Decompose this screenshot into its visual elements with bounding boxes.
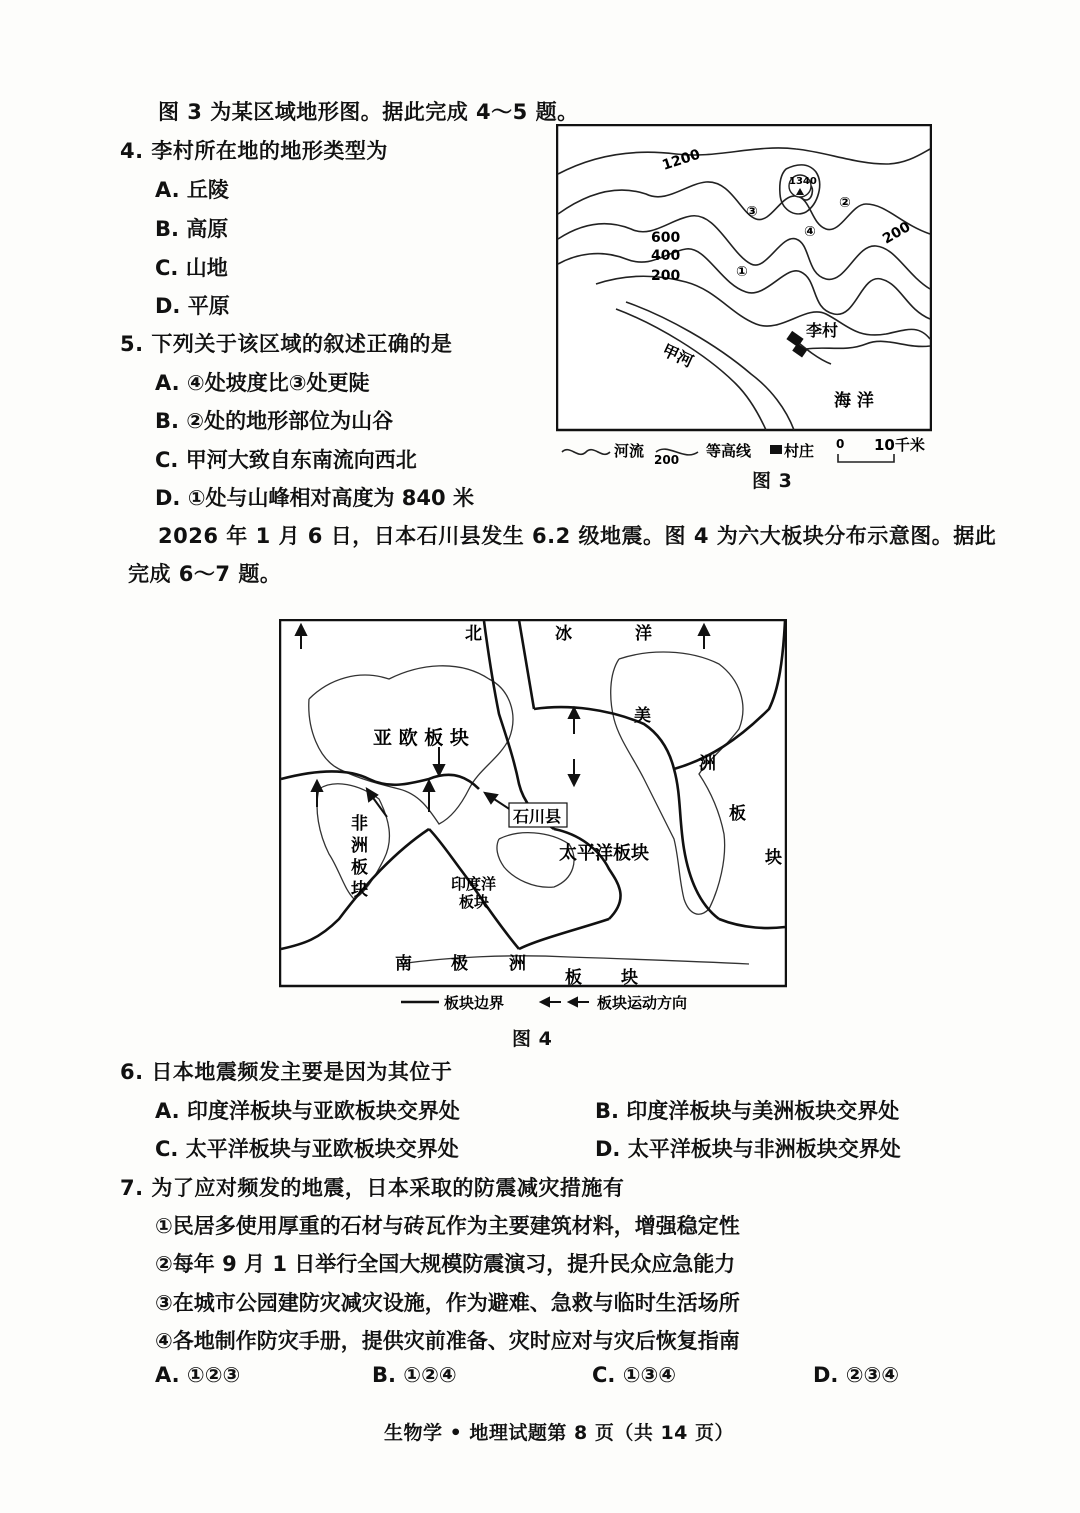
q4-option-c[interactable]: C. 山地 <box>155 256 228 280</box>
plate-label-antarctic-5: 块 <box>621 968 638 988</box>
scale-bar <box>838 454 894 462</box>
figure-4-plate-map <box>279 619 787 1019</box>
ocean-ice-label: 冰 <box>555 624 572 644</box>
q5-option-c[interactable]: C. 甲河大致自东南流向西北 <box>155 448 417 472</box>
q4-option-b[interactable]: B. 高原 <box>155 217 229 241</box>
q6-option-d[interactable]: D. 太平洋板块与非洲板块交界处 <box>595 1137 901 1161</box>
q7-option-b[interactable]: B. ①②④ <box>372 1363 457 1387</box>
q5-option-b[interactable]: B. ②处的地形部位为山谷 <box>155 409 394 433</box>
river-label: 甲河 <box>659 340 697 372</box>
q7-stem: 7. 为了应对频发的地震，日本采取的防震减灾措施有 <box>120 1176 625 1200</box>
legend-boundary: 板块边界 <box>444 994 505 1012</box>
contour-label-200: 200 <box>651 268 681 284</box>
figure-3-topo-map <box>556 124 932 466</box>
village-label: 李村 <box>806 321 839 340</box>
sea-label: 海 洋 <box>834 391 874 411</box>
q6-stem: 6. 日本地震频发主要是因为其位于 <box>120 1060 453 1084</box>
contour-label-600: 600 <box>651 230 681 246</box>
legend-motion: 板块运动方向 <box>597 994 688 1012</box>
legend-village: 村庄 <box>784 442 815 460</box>
legend-contour: 等高线 <box>706 442 752 460</box>
legend-river: 河流 <box>614 442 645 460</box>
scale-10km: 10千米 <box>874 436 925 454</box>
q7-item-1: ①民居多使用厚重的石材与砖瓦作为主要建筑材料，增强稳定性 <box>155 1214 740 1238</box>
q5-stem: 5. 下列关于该区域的叙述正确的是 <box>120 332 453 356</box>
q6-option-b[interactable]: B. 印度洋板块与美洲板块交界处 <box>595 1099 900 1123</box>
marker-4: ④ <box>804 224 816 240</box>
plate-label-eurasian: 亚 欧 板 块 <box>373 727 469 749</box>
q5-option-d[interactable]: D. ①处与山峰相对高度为 840 米 <box>155 486 474 510</box>
q7-item-3: ③在城市公园建防灾减灾设施，作为避难、急救与临时生活场所 <box>155 1291 740 1315</box>
plate-label-african-4: 块 <box>351 880 368 900</box>
plate-label-antarctic-1: 南 <box>395 954 412 974</box>
figure-4-caption: 图 4 <box>512 1028 553 1050</box>
legend-village-symbol <box>770 445 782 454</box>
plate-label-antarctic-4: 板 <box>565 968 582 988</box>
ishikawa-label: 石川县 <box>513 807 562 826</box>
peak-elevation: 1340 <box>789 176 817 187</box>
legend-motion-arrows <box>541 998 589 1006</box>
q7-option-d[interactable]: D. ②③④ <box>813 1363 900 1387</box>
q7-item-2: ②每年 9 月 1 日举行全国大规模防震演习，提升民众应急能力 <box>155 1252 736 1276</box>
q4-option-d[interactable]: D. 平原 <box>155 294 230 318</box>
ocean-ocean-label: 洋 <box>635 624 652 644</box>
intro-fig4-line2: 完成 6～7 题。 <box>128 562 282 586</box>
q7-item-4: ④各地制作防灾手册，提供灾前准备、灾时应对与灾后恢复指南 <box>155 1329 740 1353</box>
q7-option-a[interactable]: A. ①②③ <box>155 1363 241 1387</box>
q4-stem: 4. 李村所在地的地形类型为 <box>120 139 388 163</box>
plate-label-antarctic-3: 洲 <box>509 954 526 974</box>
scale-0: 0 <box>836 437 845 451</box>
ocean-north-label: 北 <box>465 624 482 644</box>
plate-label-african-2: 洲 <box>351 836 368 856</box>
contour-label-1200: 1200 <box>660 146 703 174</box>
intro-fig3: 图 3 为某区域地形图。据此完成 4～5 题。 <box>158 100 579 124</box>
plate-label-indian-2: 板块 <box>459 893 490 911</box>
plate-label-indian-1: 印度洋 <box>451 875 497 893</box>
marker-2: ② <box>839 195 851 211</box>
marker-1: ① <box>736 264 748 280</box>
intro-fig4-line1: 2026 年 1 月 6 日，日本石川县发生 6.2 级地震。图 4 为六大板块分布示意图。据此 <box>158 524 997 548</box>
contour-label-200-east: 200 <box>880 218 914 248</box>
plate-label-pacific: 太平洋板块 <box>559 843 649 864</box>
figure-3-caption: 图 3 <box>752 470 793 492</box>
plate-label-american-2: 洲 <box>699 754 716 774</box>
q5-option-a[interactable]: A. ④处坡度比③处更陡 <box>155 371 370 395</box>
q4-option-a[interactable]: A. 丘陵 <box>155 178 229 202</box>
plate-label-american-3: 板 <box>729 804 746 824</box>
legend-river-symbol <box>562 450 610 455</box>
legend-contour-value: 200 <box>654 453 680 466</box>
contour-label-400: 400 <box>651 248 681 264</box>
plate-label-american-1: 美 <box>634 706 651 726</box>
plate-label-antarctic-2: 极 <box>451 954 468 974</box>
plate-label-american-4: 块 <box>765 848 782 868</box>
q6-option-a[interactable]: A. 印度洋板块与亚欧板块交界处 <box>155 1099 460 1123</box>
page-footer: 生物学 • 地理试题第 8 页（共 14 页） <box>384 1422 734 1444</box>
plate-label-african-1: 非 <box>351 814 368 834</box>
q7-option-c[interactable]: C. ①③④ <box>592 1363 677 1387</box>
plate-label-african-3: 板 <box>351 858 368 878</box>
marker-3: ③ <box>746 204 758 220</box>
q6-option-c[interactable]: C. 太平洋板块与亚欧板块交界处 <box>155 1137 459 1161</box>
